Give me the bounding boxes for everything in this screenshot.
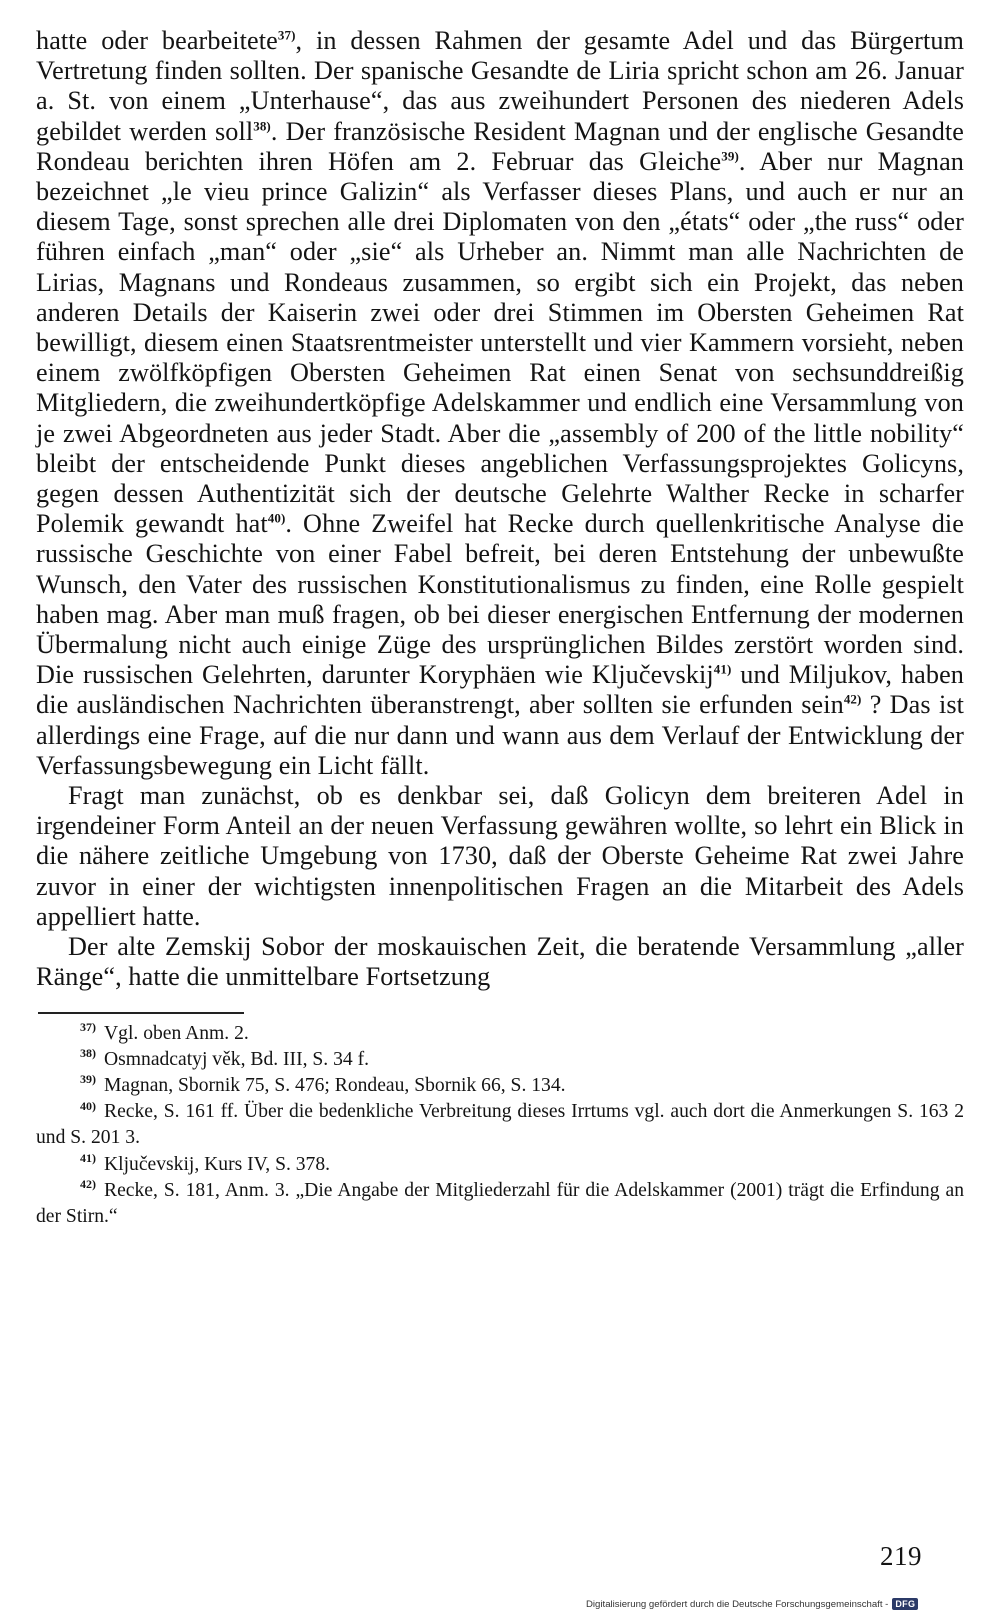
text-run: ? Das ist allerdings eine Frage, auf die nur dann und wann aus dem Verlauf der Entwicklung der Verfassungsbewegung ein Licht fällt. <box>36 690 964 780</box>
footnote-text: Recke, S. 161 ff. Über die bedenkliche Verbreitung dieses Irrtums vgl. auch dort die Anmerkungen S. 163 2 und S. 201 3. <box>36 1101 964 1149</box>
footnotes <box>36 1021 964 1231</box>
footnote-39 <box>36 1073 964 1099</box>
text-run: , in dessen Rahmen der gesamte Adel und das Bürgertum Vertretung finden sollten. Der spanische Gesandte de Liria spricht schon am 26. Januar a. St. von einem „Unterhause“, das aus zweihundert Personen des niederen Adels gebildet werden soll <box>36 26 964 146</box>
footnote-40 <box>36 1099 964 1151</box>
paragraph-3: Der alte Zemskij Sobor der moskauischen Zeit, die beratende Versammlung „aller Ränge“, hatte die unmittelbare Fortsetzung <box>36 932 964 992</box>
paragraph-1 <box>36 26 964 781</box>
footnote-text: Magnan, Sbornik 75, S. 476; Rondeau, Sbornik 66, S. 134. <box>104 1074 566 1096</box>
footnote-text: Recke, S. 181, Anm. 3. „Die Angabe der Mitgliederzahl für die Adelskammer (2001) trägt die Erfindung an der Stirn.“ <box>36 1179 964 1227</box>
footnote-number: 38) <box>80 1046 96 1061</box>
text-run: und Miljukov, haben die ausländischen Nachrichten überanstrengt, aber sollten sie erfunden sein <box>36 660 964 720</box>
credit-text: Digitalisierung gefördert durch die Deutsche Forschungsgemeinschaft - <box>586 1598 889 1610</box>
text-run: . Der französische Resident Magnan und der englische Gesandte Rondeau berichten ihren Höfen am 2. Februar das Gleiche <box>36 116 965 176</box>
footnote-ref-39: 39) <box>721 148 739 164</box>
text-run: hatte oder bearbeitete <box>36 26 278 55</box>
paragraph-2: Fragt man zunächst, ob es denkbar sei, daß Golicyn dem breiteren Adel in irgendeiner Form Anteil an der neuen Verfassung gewähren wollte, so lehrt ein Blick in die nähere zeitliche Umgebung von 1730, daß der Oberste Geheime Rat zwei Jahre zuvor in einer der wichtigsten innenpolitischen Fragen an die Mitarbeit des Adels appelliert hatte. <box>36 781 964 931</box>
footnote-text: Vgl. oben Anm. 2. <box>104 1022 249 1044</box>
body-text <box>36 26 964 993</box>
text-run: . Aber nur Magnan bezeichnet „le vieu prince Galizin“ als Verfasser dieses Plans, und auch er nur an diesem Tage, sonst sprechen alle drei Diplomaten von den „états“ oder „the russ“ oder führen einfach „man“ oder „sie“ als Urheber an. Nimmt man alle Nachrichten de Lirias, Magnans und Rondeaus zusammen, so ergibt sich ein Projekt, das neben anderen Details der Kaiserin zwei oder drei Stimmen im Obersten Geheimen Rat bewilligt, diesem einen Staatsrentmeister unterstellt und vier Kammern vorsieht, neben einem zwölfköpfigen Obersten Geheimen Rat einen Senat von sechsunddreißig Mitgliedern, die zweihundertköpfige Adelskammer und endlich eine Versammlung von je zwei Abgeordneten aus jeder Stadt. Aber die „assembly of 200 of the little nobility“ bleibt der entscheidende Punkt dieses angeblichen Verfassungsprojektes Golicyns, gegen dessen Authentizität sich der deutsche Gelehrte Walther Recke in scharfer Polemik gewandt hat <box>36 146 964 539</box>
footnote-37 <box>36 1021 964 1047</box>
page-number: 219 <box>880 1541 922 1571</box>
text-run: . Ohne Zweifel hat Recke durch quellenkritische Analyse die russische Geschichte von einer Fabel befreit, bei deren Entstehung der unbewußte Wunsch, den Vater des russischen Konstitutionalismus zu finden, eine Rolle gespielt haben mag. Aber man muß fragen, ob bei dieser energischen Entfernung der modernen Übermalung nicht auch einige Züge des ursprünglichen Bildes zerstört worden sind. Die russischen Gelehrten, darunter Koryphäen wie Ključevskij <box>36 509 964 690</box>
footnote-number: 41) <box>80 1150 96 1165</box>
footnote-text: Ključevskij, Kurs IV, S. 378. <box>104 1153 331 1175</box>
page-content <box>36 26 964 1230</box>
footnote-ref-42: 42) <box>843 691 862 707</box>
footnote-divider <box>38 1012 244 1014</box>
footnote-number: 37) <box>80 1019 96 1034</box>
footnote-ref-41: 41) <box>713 661 732 677</box>
footnote-42 <box>36 1178 964 1230</box>
footnote-number: 40) <box>80 1098 96 1113</box>
digitization-credit <box>586 1598 918 1610</box>
footnote-number: 42) <box>80 1177 96 1192</box>
footnote-41 <box>36 1152 964 1178</box>
footnote-ref-40: 40) <box>267 510 286 526</box>
footnote-ref-38: 38) <box>253 117 271 133</box>
footnote-ref-37: 37) <box>277 27 296 43</box>
footnote-text: Osmnadcatyj věk, Bd. III, S. 34 f. <box>104 1048 370 1070</box>
footnote-38 <box>36 1047 964 1073</box>
footnote-number: 39) <box>80 1072 96 1087</box>
dfg-logo: DFG <box>892 1598 918 1610</box>
